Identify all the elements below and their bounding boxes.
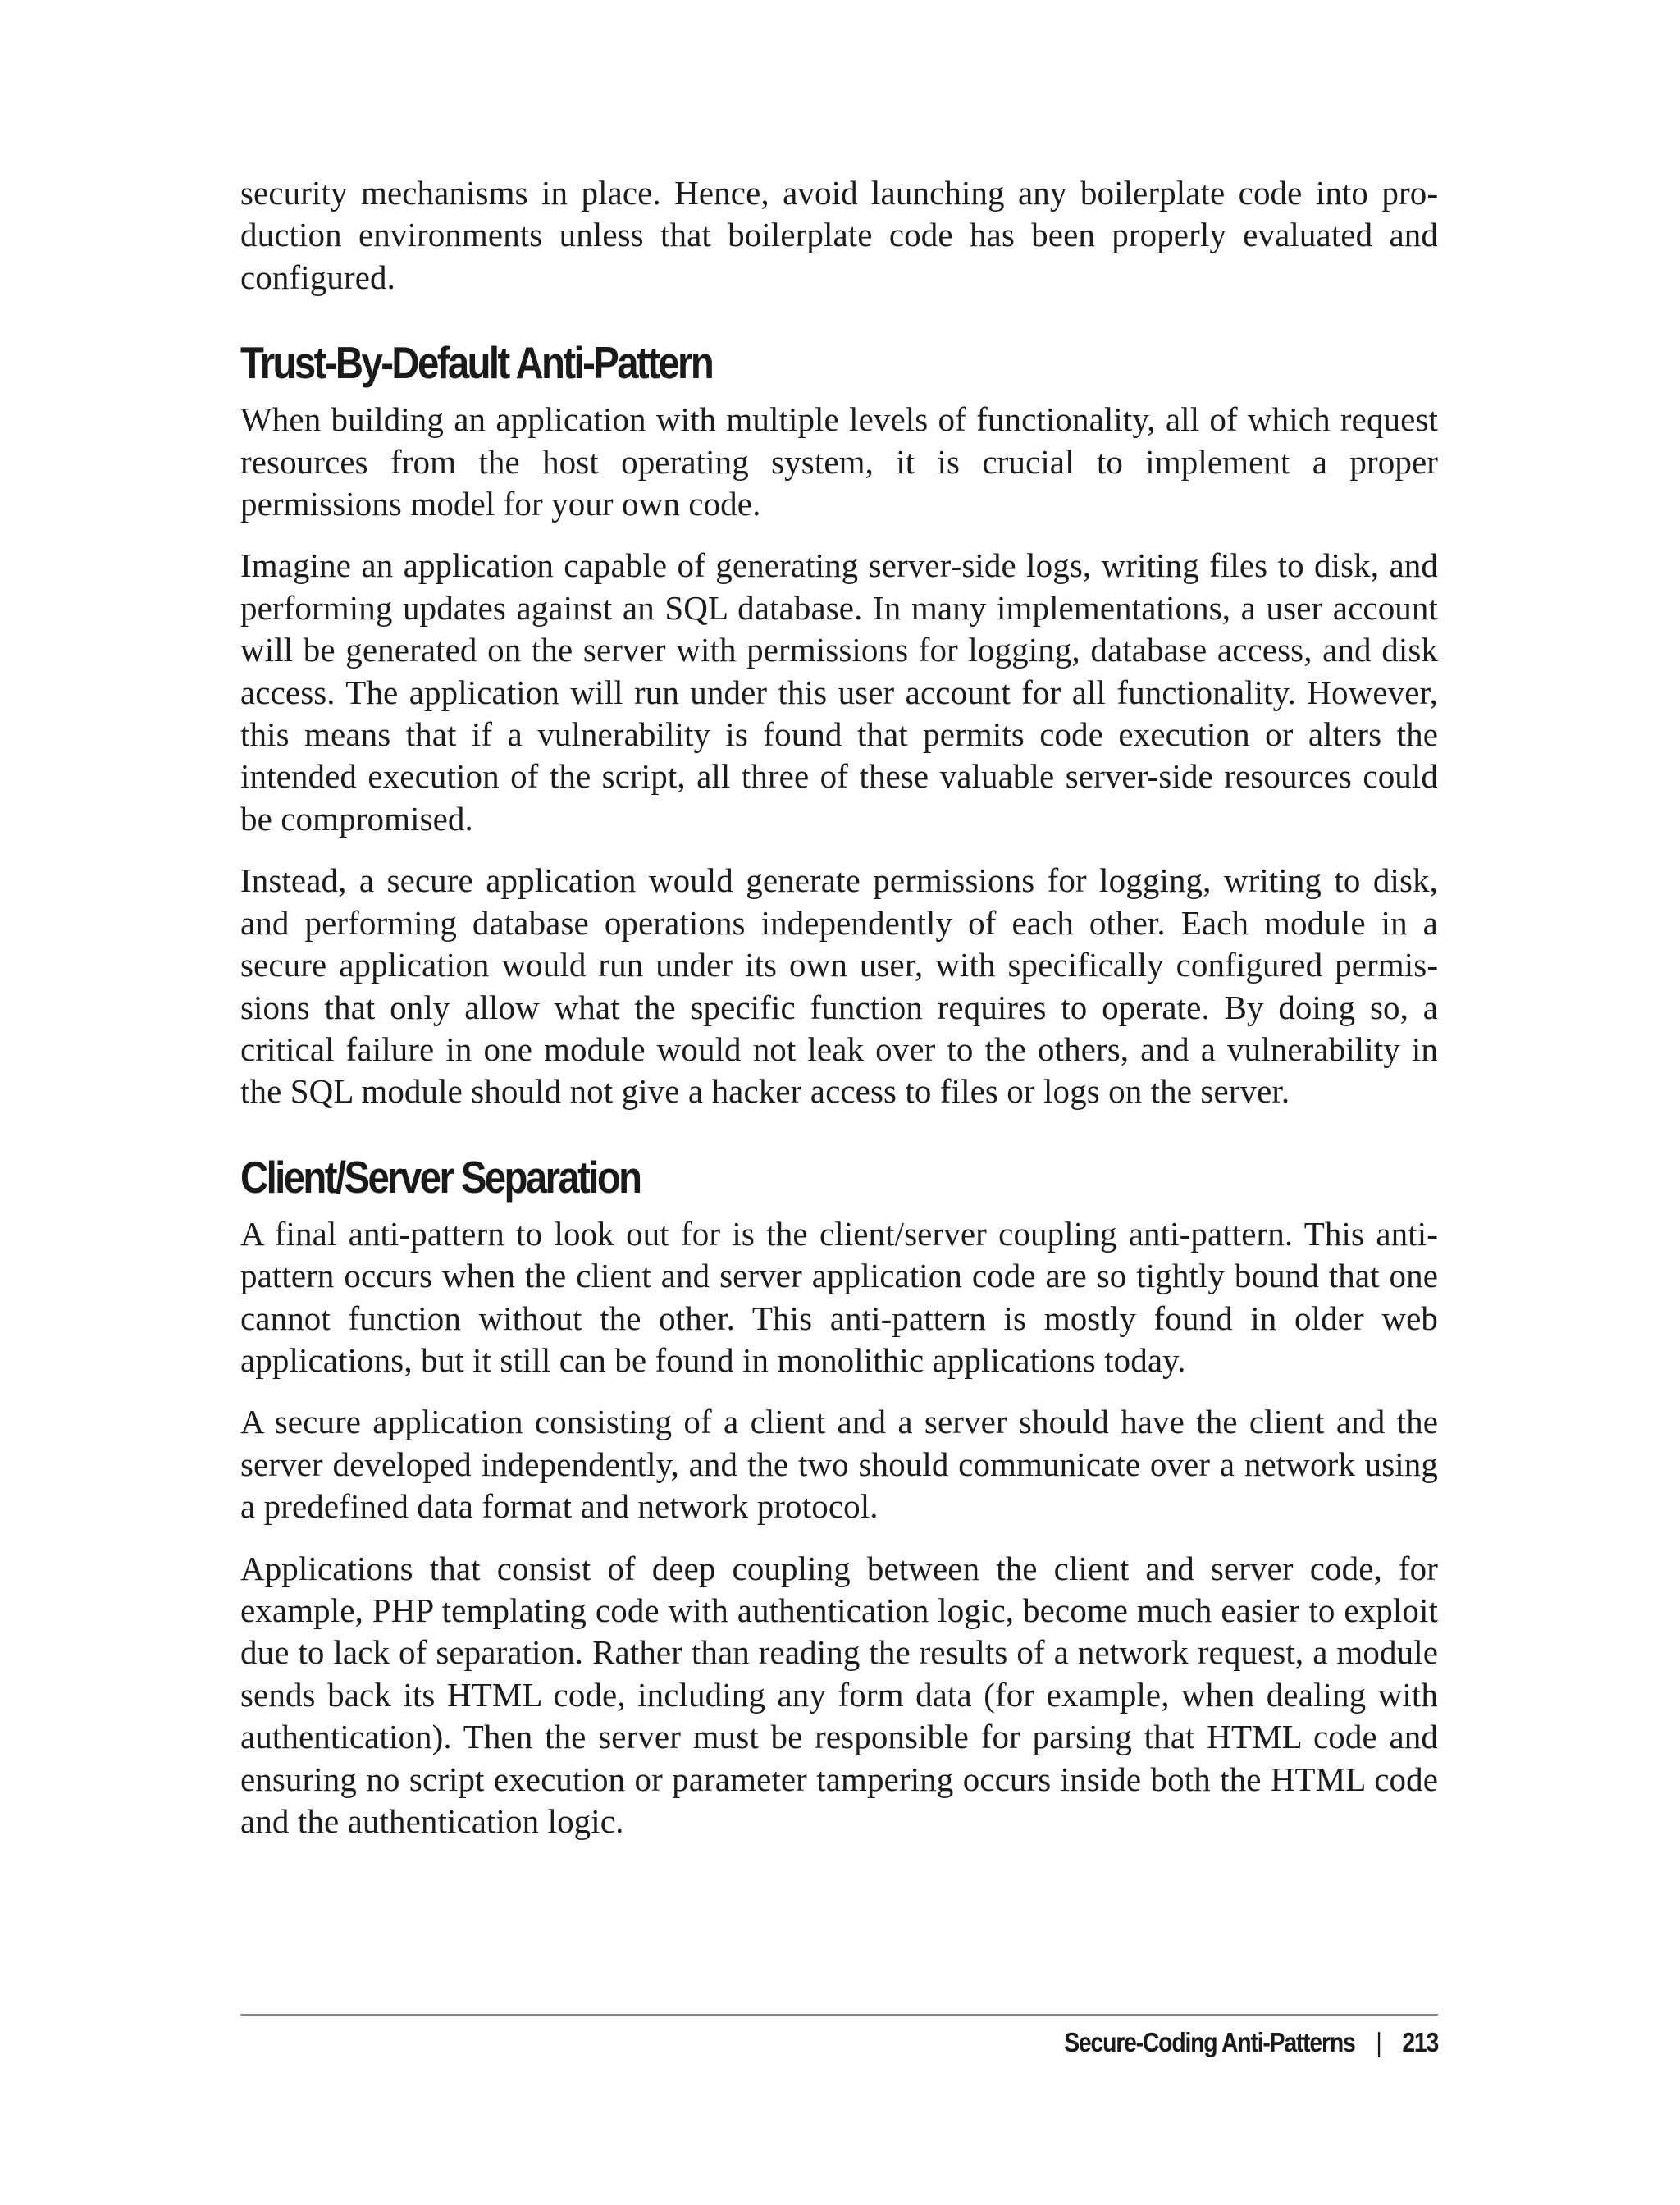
footer-separator: | <box>1376 2027 1381 2057</box>
section-heading-trust-by-default: Trust-By-Default Anti-Pattern <box>240 337 713 389</box>
section-heading-client-server-separation: Client/Server Separation <box>240 1151 641 1203</box>
page-body <box>240 172 1438 1862</box>
intro-paragraph: security mechanisms in place. Hence, avoid launching any boilerplate code into production environments unless that boilerplate code has been properly evaluated and configured. <box>240 174 1438 296</box>
paragraph: Instead, a secure application would generate permissions for logging, writing to disk, and performing database operations independently of each other. Each module in a secure application would run under its own user, with specifically configured permissions that only allow what the specific function requires to operate. By doing so, a critical failure in one module would not leak over to the others, and a vulnerability in the SQL module should not give a hacker access to files or logs on the server. <box>240 861 1438 1111</box>
paragraph: Imagine an application capable of generating server-side logs, writing files to disk, and performing updates against an SQL database. In many implementations, a user account will be generated on the server with permissions for logging, database access, and disk access. The application will run under this user account for all functionality. However, this means that if a vulnerability is found that permits code execution or alters the intended execution of the script, all three of these valuable server-side resources could be compromised. <box>240 546 1438 838</box>
paragraph: Applications that consist of deep coupling between the client and server code, for example, PHP templating code with authentication logic, become much easier to exploit due to lack of separation. Rather than reading the results of a network request, a module sends back its HTML code, including any form data (for example, when dealing with authentication). Then the server must be responsible for parsing that HTML code and ensuring no script execution or parameter tampering occurs inside both the HTML code and the authentication logic. <box>240 1549 1438 1840</box>
page-footer <box>1064 2026 1438 2059</box>
paragraph: When building an application with multiple levels of functionality, all of which request resources from the host operating system, it is crucial to implement a proper permissions model for your own code. <box>240 400 1438 523</box>
footer-divider <box>240 2014 1438 2016</box>
paragraph: A final anti-pattern to look out for is the client/server coupling anti-pattern. This anti-pattern occurs when the client and server application code are so tightly bound that one cannot function without the other. This anti-pattern is mostly found in older web applications, but it still can be found in monolithic applications today. <box>240 1214 1438 1379</box>
page-number: 213 <box>1402 2027 1438 2057</box>
footer-chapter-title: Secure-Coding Anti-Patterns <box>1064 2027 1355 2057</box>
paragraph: A secure application consisting of a client and a server should have the client and the server developed independently, and the two should communicate over a network using a predefined data format and network protocol. <box>240 1403 1438 1526</box>
